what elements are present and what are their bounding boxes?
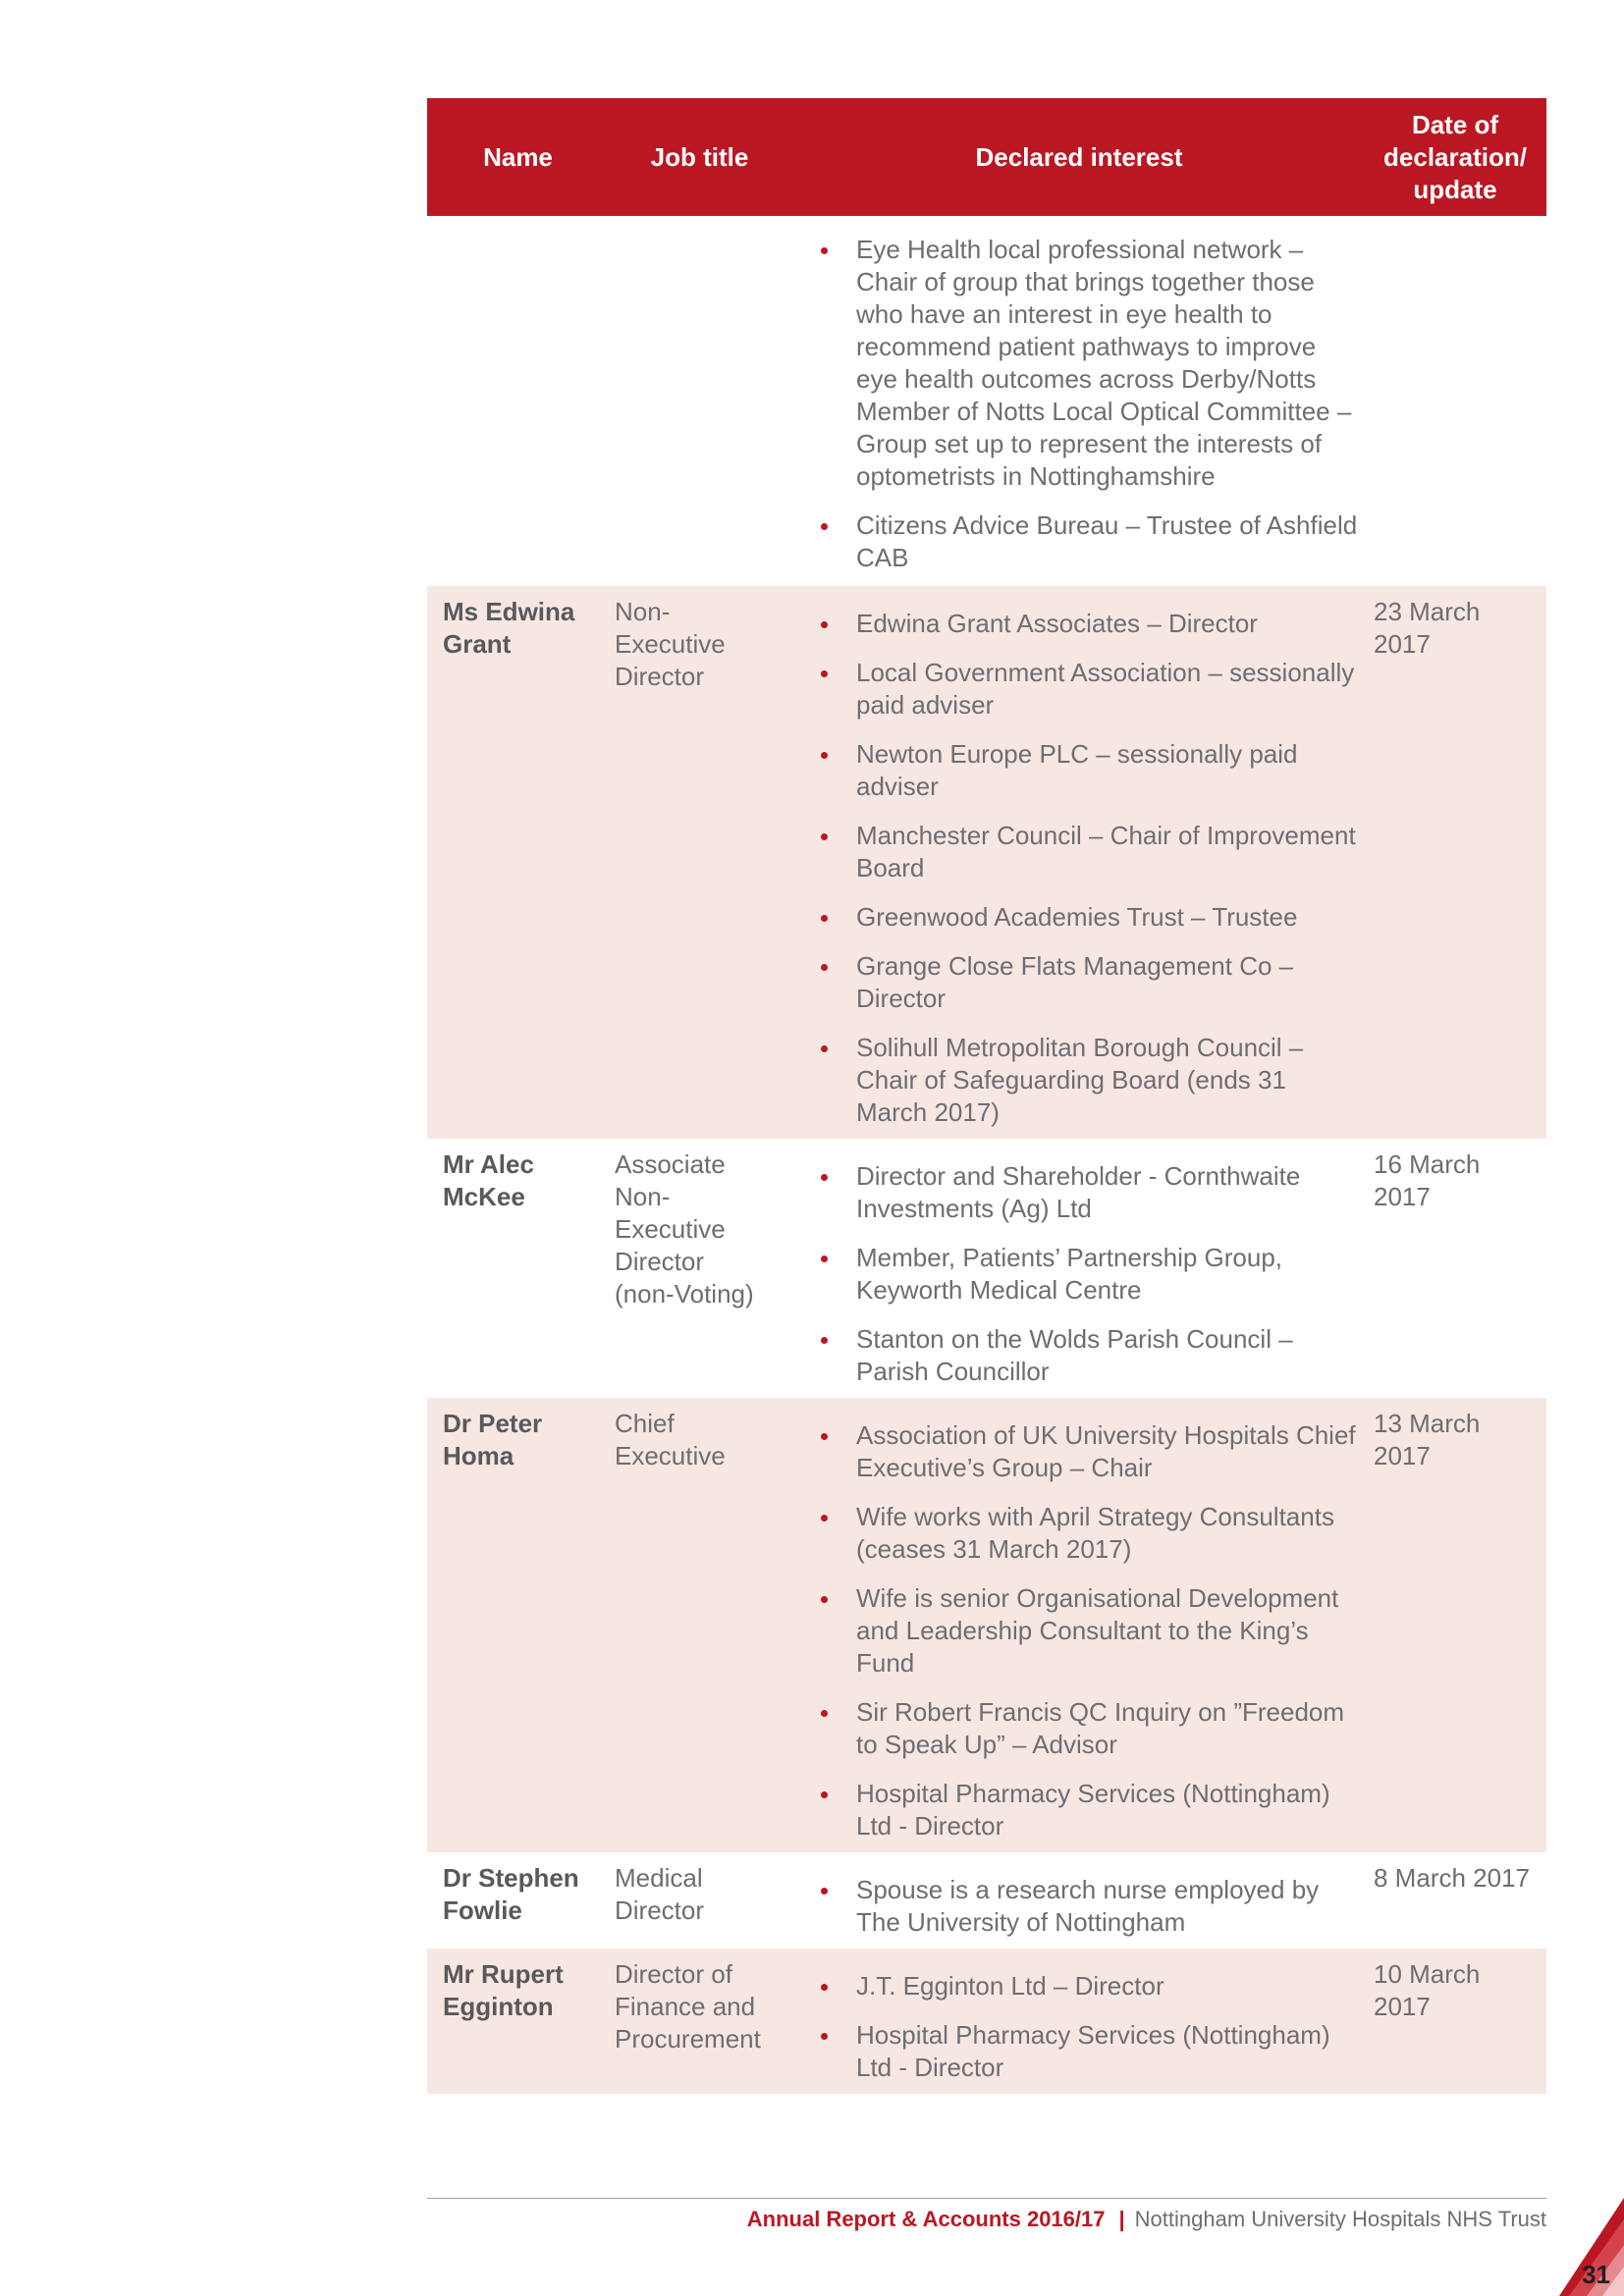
footer-organisation: Nottingham University Hospitals NHS Trust: [1134, 2207, 1546, 2231]
job-title-line: Finance and: [615, 1992, 756, 2021]
interest-item: Citizens Advice Bureau – Trustee of Ashfield CAB: [815, 509, 1362, 574]
declaration-date: [1368, 1408, 1546, 1472]
interest-item: Edwina Grant Associates – Director: [815, 608, 1362, 640]
member-name-line: Homa: [443, 1441, 514, 1470]
table-row: [427, 586, 1546, 1139]
footer-separator: |: [1118, 2207, 1125, 2231]
declaration-date: [1368, 596, 1546, 661]
job-title-line: Executive: [615, 1441, 726, 1470]
job-title: [609, 1408, 790, 1472]
interest-item: Eye Health local professional network – Chair of group that brings together those who have an interest in eye health to recommend patient pathways to improve eye health outcomes across Derby/Notts Member of Notts Local Optical Committee – Group set up to represent the interests of optometrists in Nottinghamshire: [815, 234, 1362, 493]
interest-item: Solihull Metropolitan Borough Council – Chair of Safeguarding Board (ends 31 March 2017): [815, 1032, 1362, 1129]
table-row: [427, 1139, 1546, 1398]
job-title-line: Non-: [615, 1182, 671, 1211]
header-name: Name: [483, 141, 553, 172]
interest-item: Greenwood Academies Trust – Trustee: [815, 901, 1362, 934]
header-job-title: Job title: [650, 141, 749, 172]
declared-interests: [790, 1958, 1368, 2084]
job-title-line: Director: [615, 1247, 705, 1276]
declaration-date: [1368, 1862, 1546, 1895]
job-title: [609, 1958, 790, 2056]
member-name-line: Egginton: [443, 1992, 554, 2021]
interest-list: [815, 1160, 1362, 1388]
job-title: [609, 1148, 790, 1310]
table-body: [427, 216, 1546, 2094]
job-title-line: Executive: [615, 629, 726, 659]
job-title-line: Procurement: [615, 2024, 761, 2054]
table-row: [427, 1949, 1546, 2094]
declaration-date-line: 16 March: [1374, 1149, 1481, 1179]
footer-divider: [427, 2198, 1546, 2199]
member-name-line: Ms Edwina: [443, 597, 575, 626]
interest-item: Sir Robert Francis QC Inquiry on ”Freedom to Speak Up” – Advisor: [815, 1696, 1362, 1761]
member-name-line: Fowlie: [443, 1896, 522, 1925]
job-title: [609, 1862, 790, 1927]
interest-list: [815, 608, 1362, 1129]
declaration-date-line: 2017: [1374, 629, 1431, 659]
declared-interests: [790, 596, 1368, 1129]
header-date-line: declaration/: [1383, 141, 1527, 172]
interest-list: [815, 1874, 1362, 1939]
declaration-date-line: 23 March: [1374, 597, 1481, 626]
interest-list: [815, 234, 1362, 574]
member-name-line: Mr Rupert: [443, 1959, 564, 1989]
footer-report-title: Annual Report & Accounts 2016/17: [746, 2207, 1106, 2231]
interest-list: [815, 1419, 1362, 1842]
job-title-line: (non-Voting): [615, 1279, 754, 1308]
interest-item: Hospital Pharmacy Services (Nottingham) Ltd - Director: [815, 2019, 1362, 2084]
interest-item: Wife is senior Organisational Development and Leadership Consultant to the King’s Fund: [815, 1582, 1362, 1680]
job-title-line: Chief: [615, 1409, 675, 1438]
interest-item: Local Government Association – sessionally paid adviser: [815, 657, 1362, 721]
declaration-date-line: 8 March 2017: [1374, 1863, 1530, 1893]
member-name: [427, 1958, 609, 2023]
interest-item: Manchester Council – Chair of Improvement Board: [815, 820, 1362, 884]
interest-item: J.T. Egginton Ltd – Director: [815, 1970, 1362, 2002]
job-title-line: Medical: [615, 1863, 703, 1893]
interest-item: Director and Shareholder - Cornthwaite Investments (Ag) Ltd: [815, 1160, 1362, 1225]
member-name: [427, 1148, 609, 1213]
header-declared-interest: Declared interest: [975, 141, 1183, 172]
declarations-table: [427, 98, 1546, 2094]
member-name-line: Dr Peter: [443, 1409, 543, 1438]
interest-item: Newton Europe PLC – sessionally paid adviser: [815, 738, 1362, 803]
table-row: [427, 1398, 1546, 1852]
interest-item: Wife works with April Strategy Consultants (ceases 31 March 2017): [815, 1501, 1362, 1566]
declaration-date: [1368, 1148, 1546, 1213]
job-title-line: Director: [615, 1896, 705, 1925]
declaration-date: [1368, 1958, 1546, 2023]
table-row: [427, 216, 1546, 586]
job-title-line: Director of: [615, 1959, 732, 1989]
declaration-date-line: 2017: [1374, 1992, 1431, 2021]
header-date-line: Date of: [1411, 109, 1499, 139]
header-date: [1368, 109, 1546, 206]
declaration-date-line: 13 March: [1374, 1409, 1481, 1438]
job-title: [609, 596, 790, 693]
declaration-date-line: 10 March: [1374, 1959, 1481, 1989]
interest-item: Spouse is a research nurse employed by The University of Nottingham: [815, 1874, 1362, 1939]
job-title-line: Non-: [615, 597, 671, 626]
page-number: 31: [1582, 2260, 1610, 2289]
header-date-line: update: [1413, 174, 1497, 204]
member-name: [427, 596, 609, 661]
job-title-line: Director: [615, 662, 705, 691]
member-name-line: Dr Stephen: [443, 1863, 579, 1893]
member-name: [427, 1862, 609, 1927]
table-header: [427, 98, 1546, 216]
member-name: [427, 1408, 609, 1472]
interest-item: Member, Patients’ Partnership Group, Keyworth Medical Centre: [815, 1242, 1362, 1307]
table-row: [427, 1852, 1546, 1949]
declaration-date-line: 2017: [1374, 1182, 1431, 1211]
job-title-line: Executive: [615, 1214, 726, 1244]
interest-item: Hospital Pharmacy Services (Nottingham) Ltd - Director: [815, 1778, 1362, 1842]
declared-interests: [790, 234, 1368, 574]
member-name-line: McKee: [443, 1182, 525, 1211]
declared-interests: [790, 1148, 1368, 1388]
interest-item: Stanton on the Wolds Parish Council – Parish Councillor: [815, 1323, 1362, 1388]
interest-list: [815, 1970, 1362, 2084]
interest-item: Grange Close Flats Management Co – Director: [815, 950, 1362, 1015]
declaration-date-line: 2017: [1374, 1441, 1431, 1470]
declared-interests: [790, 1408, 1368, 1842]
interest-item: Association of UK University Hospitals Chief Executive’s Group – Chair: [815, 1419, 1362, 1484]
job-title-line: Associate: [615, 1149, 726, 1179]
footer: [747, 2205, 1546, 2234]
member-name-line: Grant: [443, 629, 512, 659]
member-name-line: Mr Alec: [443, 1149, 534, 1179]
declared-interests: [790, 1862, 1368, 1939]
